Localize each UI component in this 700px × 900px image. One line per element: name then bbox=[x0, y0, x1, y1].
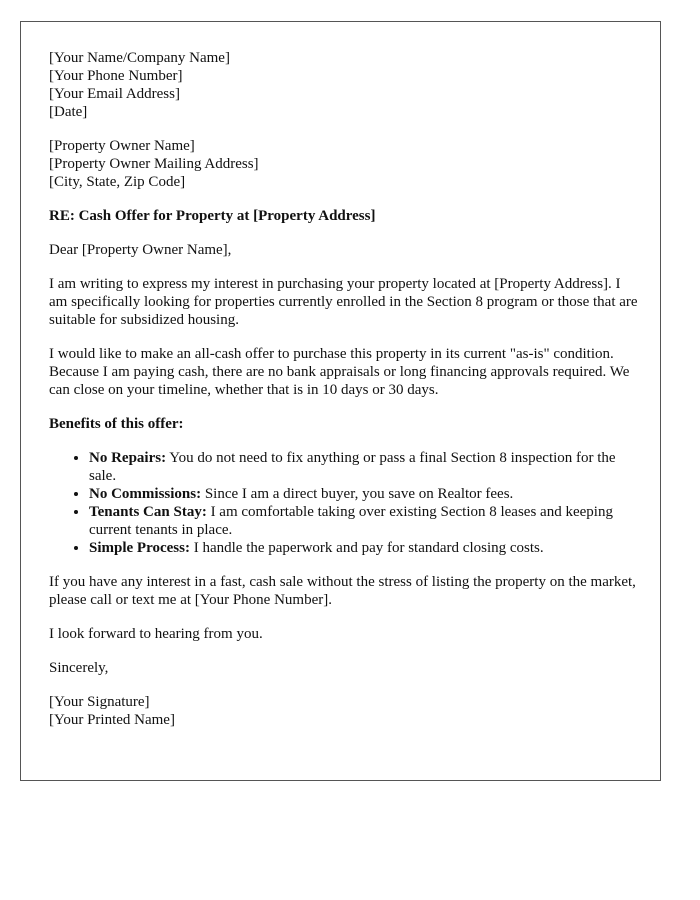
letter-body bbox=[49, 49, 641, 745]
benefit-text: I am comfortable taking over existing Section 8 leases and keeping current tenants in place. bbox=[89, 504, 613, 538]
benefit-item bbox=[89, 485, 641, 503]
recipient-city: [City, State, Zip Code] bbox=[49, 174, 186, 190]
paragraph-offer: I would like to make an all-cash offer to purchase this property in its current "as-is" condition. Because I am paying cash, there are no bank appraisals or long financing approvals required. We can close on your timeline, whether that is in 10 days or 30 days. bbox=[49, 346, 630, 398]
recipient-name: [Property Owner Name] bbox=[49, 138, 195, 154]
sender-phone: [Your Phone Number] bbox=[49, 68, 183, 84]
benefit-title: Tenants Can Stay: bbox=[89, 504, 207, 520]
benefits-heading: Benefits of this offer: bbox=[49, 416, 184, 432]
subject-line: RE: Cash Offer for Property at [Property Address] bbox=[49, 208, 376, 224]
signature-block bbox=[49, 693, 641, 729]
benefit-title: No Commissions: bbox=[89, 486, 202, 502]
recipient-block bbox=[49, 137, 641, 191]
sender-name: [Your Name/Company Name] bbox=[49, 50, 230, 66]
benefit-text: I handle the paperwork and pay for standard closing costs. bbox=[189, 540, 544, 556]
benefit-item bbox=[89, 539, 641, 557]
benefit-title: Simple Process: bbox=[89, 540, 190, 556]
benefit-text: Since I am a direct buyer, you save on Realtor fees. bbox=[201, 486, 514, 502]
benefit-item bbox=[89, 503, 641, 539]
benefit-text: You do not need to fix anything or pass a final Section 8 inspection for the sale. bbox=[89, 450, 616, 484]
closing: Sincerely, bbox=[49, 660, 109, 676]
signature: [Your Signature] bbox=[49, 694, 150, 710]
letter-date: [Date] bbox=[49, 104, 88, 120]
benefit-title: No Repairs: bbox=[89, 450, 167, 466]
benefit-item bbox=[89, 449, 641, 485]
letter-page bbox=[20, 21, 661, 781]
sender-block bbox=[49, 49, 641, 121]
sender-email: [Your Email Address] bbox=[49, 86, 180, 102]
printed-name: [Your Printed Name] bbox=[49, 712, 175, 728]
paragraph-closing-remark: I look forward to hearing from you. bbox=[49, 626, 263, 642]
salutation: Dear [Property Owner Name], bbox=[49, 242, 232, 258]
benefits-list bbox=[49, 449, 641, 557]
paragraph-contact: If you have any interest in a fast, cash sale without the stress of listing the property on the market, please call or text me at [Your Phone Number]. bbox=[49, 574, 636, 608]
paragraph-interest: I am writing to express my interest in purchasing your property located at [Property Address]. I am specifically looking for properties currently enrolled in the Section 8 program or those that are suitable for subsidized housing. bbox=[49, 276, 638, 328]
recipient-address: [Property Owner Mailing Address] bbox=[49, 156, 259, 172]
